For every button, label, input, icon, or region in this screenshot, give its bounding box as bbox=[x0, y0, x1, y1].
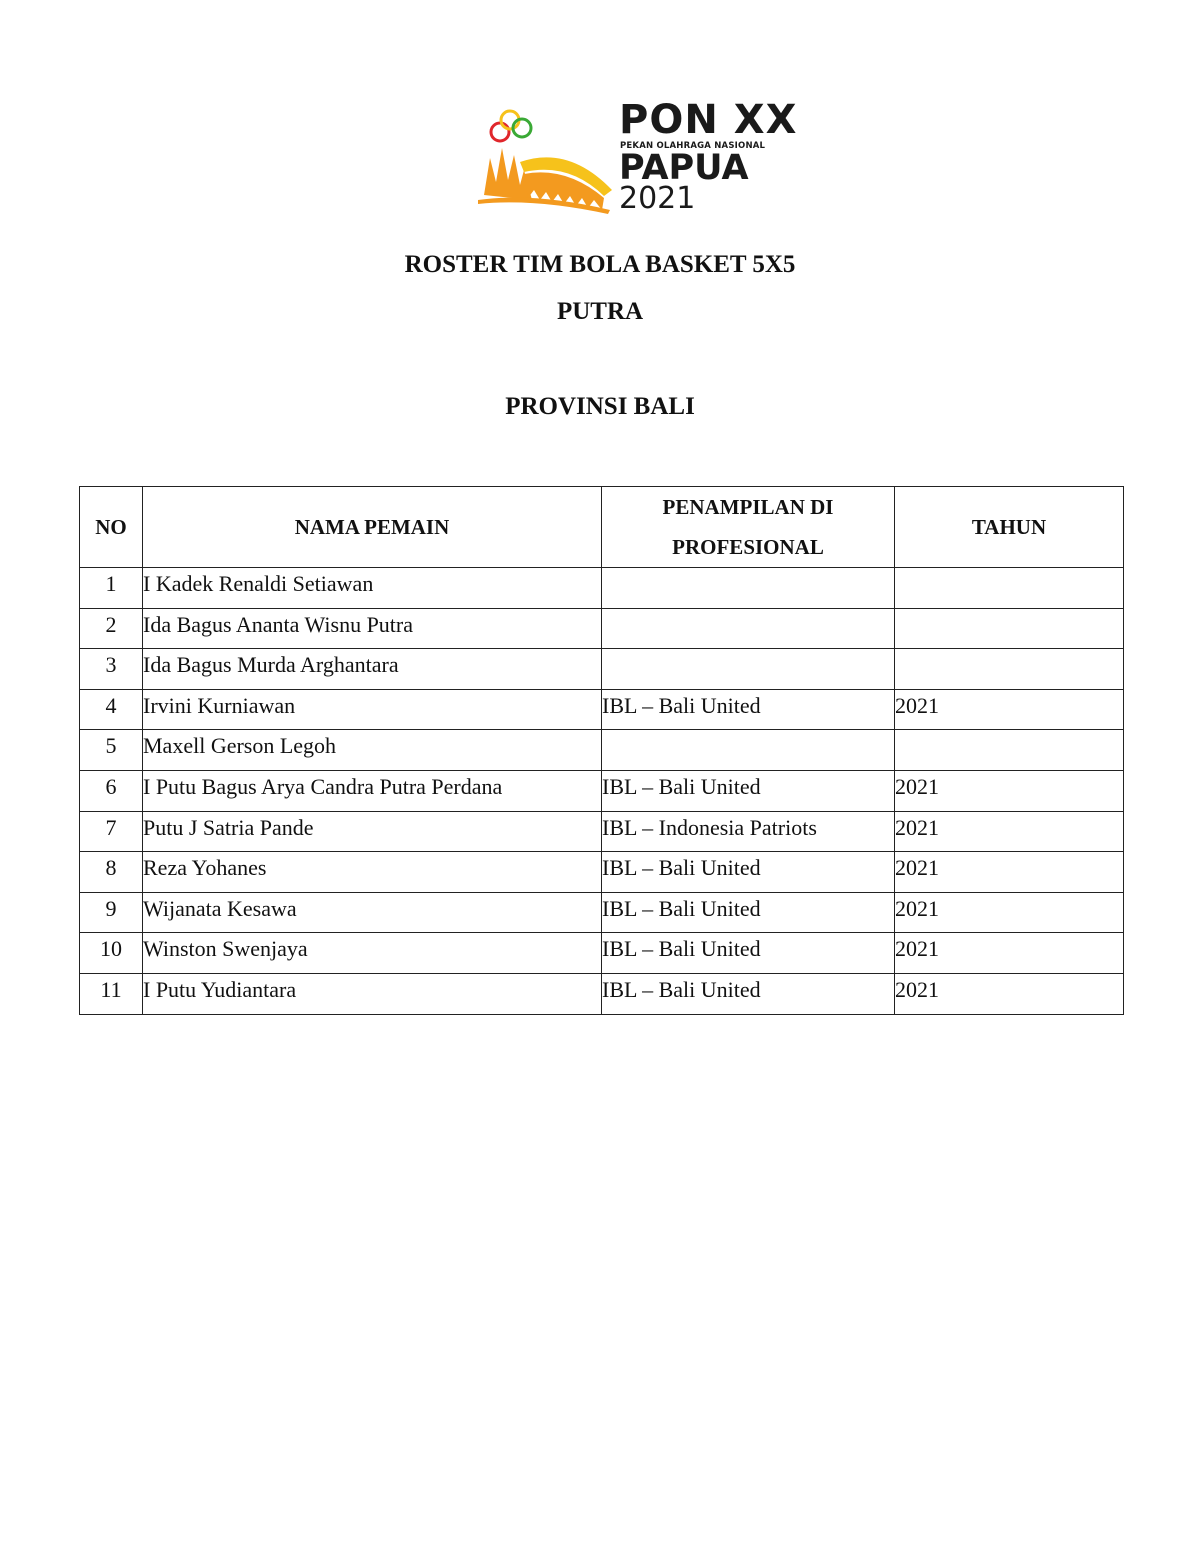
cell-number: 1 bbox=[80, 568, 143, 609]
cell-player-name: Winston Swenjaya bbox=[143, 933, 602, 974]
cell-professional: IBL – Bali United bbox=[602, 892, 895, 933]
table-row bbox=[80, 568, 1124, 609]
table-row bbox=[80, 852, 1124, 893]
province-heading: PROVINSI BALI bbox=[505, 393, 695, 420]
cell-player-name: Ida Bagus Ananta Wisnu Putra bbox=[143, 608, 602, 649]
logo-subtitle: PEKAN OLAHRAGA NASIONAL bbox=[620, 141, 766, 151]
cell-year bbox=[895, 730, 1124, 771]
cell-professional: IBL – Bali United bbox=[602, 770, 895, 811]
cell-year: 2021 bbox=[895, 973, 1124, 1014]
cell-player-name: I Kadek Renaldi Setiawan bbox=[143, 568, 602, 609]
cell-professional: IBL – Bali United bbox=[602, 852, 895, 893]
cell-year bbox=[895, 608, 1124, 649]
cell-year: 2021 bbox=[895, 933, 1124, 974]
cell-professional: IBL – Bali United bbox=[602, 973, 895, 1014]
cell-professional bbox=[602, 568, 895, 609]
roster-table bbox=[79, 486, 1124, 1015]
cell-number: 10 bbox=[80, 933, 143, 974]
cell-player-name: Reza Yohanes bbox=[143, 852, 602, 893]
cell-year: 2021 bbox=[895, 852, 1124, 893]
cell-player-name: I Putu Bagus Arya Candra Putra Perdana bbox=[143, 770, 602, 811]
column-header-name: NAMA PEMAIN bbox=[143, 487, 602, 568]
document-subtitle: PUTRA bbox=[556, 298, 644, 325]
table-row bbox=[80, 933, 1124, 974]
column-header-professional-line1: PENAMPILAN DI bbox=[662, 495, 834, 519]
cell-year: 2021 bbox=[895, 892, 1124, 933]
cell-professional: IBL – Bali United bbox=[602, 933, 895, 974]
document-title: ROSTER TIM BOLA BASKET 5X5 bbox=[404, 251, 796, 278]
cell-professional: IBL – Indonesia Patriots bbox=[602, 811, 895, 852]
cell-number: 6 bbox=[80, 770, 143, 811]
roster-body bbox=[80, 568, 1124, 1015]
column-header-year: TAHUN bbox=[895, 487, 1124, 568]
cell-player-name: I Putu Yudiantara bbox=[143, 973, 602, 1014]
cell-number: 9 bbox=[80, 892, 143, 933]
pon-emblem-icon bbox=[474, 100, 614, 220]
table-row bbox=[80, 649, 1124, 690]
table-row bbox=[80, 770, 1124, 811]
logo-year: 2021 bbox=[619, 181, 696, 216]
cell-number: 8 bbox=[80, 852, 143, 893]
table-header-row bbox=[80, 487, 1124, 568]
column-header-no: NO bbox=[80, 487, 143, 568]
cell-number: 5 bbox=[80, 730, 143, 771]
cell-number: 2 bbox=[80, 608, 143, 649]
cell-professional bbox=[602, 608, 895, 649]
cell-year: 2021 bbox=[895, 770, 1124, 811]
table-row bbox=[80, 973, 1124, 1014]
cell-number: 11 bbox=[80, 973, 143, 1014]
cell-player-name: Wijanata Kesawa bbox=[143, 892, 602, 933]
cell-player-name: Putu J Satria Pande bbox=[143, 811, 602, 852]
cell-player-name: Irvini Kurniawan bbox=[143, 689, 602, 730]
cell-number: 3 bbox=[80, 649, 143, 690]
cell-number: 7 bbox=[80, 811, 143, 852]
table-row bbox=[80, 689, 1124, 730]
cell-professional bbox=[602, 730, 895, 771]
cell-player-name: Maxell Gerson Legoh bbox=[143, 730, 602, 771]
column-header-professional-line2: PROFESIONAL bbox=[672, 535, 824, 559]
cell-year: 2021 bbox=[895, 811, 1124, 852]
logo-place: PAPUA bbox=[619, 148, 749, 188]
table-row bbox=[80, 811, 1124, 852]
cell-professional bbox=[602, 649, 895, 690]
table-row bbox=[80, 730, 1124, 771]
cell-professional: IBL – Bali United bbox=[602, 689, 895, 730]
cell-year bbox=[895, 649, 1124, 690]
table-row bbox=[80, 892, 1124, 933]
cell-year: 2021 bbox=[895, 689, 1124, 730]
cell-number: 4 bbox=[80, 689, 143, 730]
column-header-professional bbox=[602, 487, 895, 568]
table-row bbox=[80, 608, 1124, 649]
cell-year bbox=[895, 568, 1124, 609]
cell-player-name: Ida Bagus Murda Arghantara bbox=[143, 649, 602, 690]
pon-logo bbox=[474, 97, 798, 220]
logo-title: PON XX bbox=[619, 97, 798, 143]
